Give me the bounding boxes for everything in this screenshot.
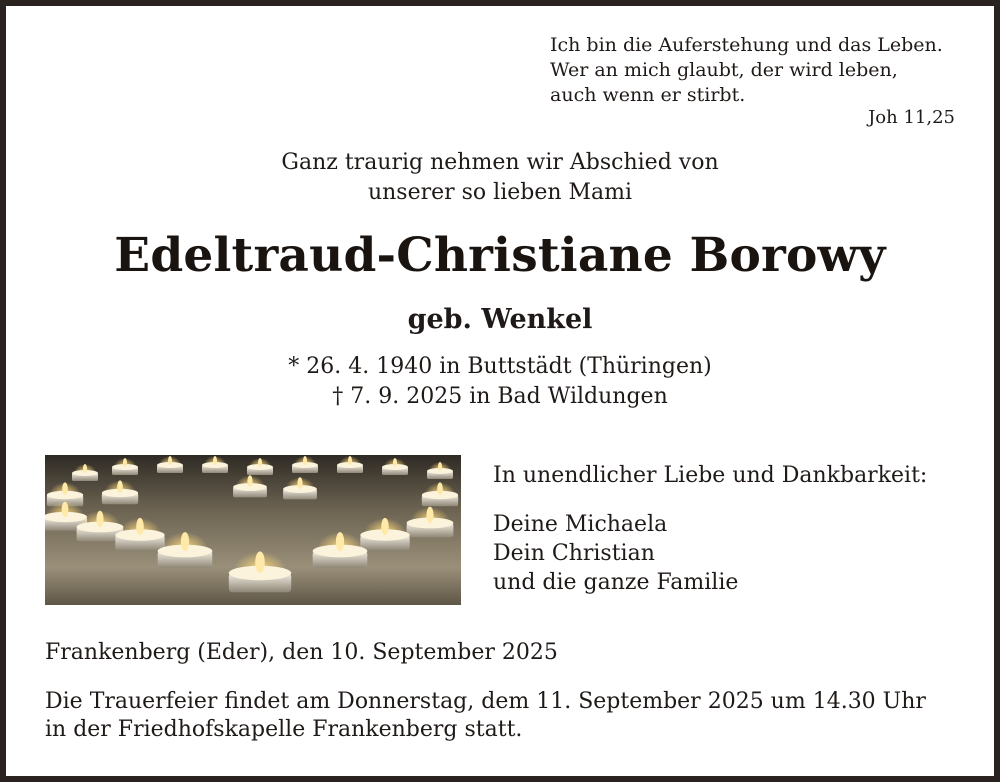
intro-line-1: Ganz traurig nehmen wir Abschied von — [281, 150, 719, 175]
mourners-list — [493, 510, 738, 597]
intro-line-2: unserer so lieben Mami — [367, 180, 633, 205]
verse-line-2: Wer an mich glaubt, der wird leben, — [550, 59, 898, 81]
place-and-date: Frankenberg (Eder), den 10. September 2025 — [45, 640, 558, 665]
verse-line-1: Ich bin die Auferstehung und das Leben. — [550, 34, 943, 56]
funeral-line-1: Die Trauerfeier findet am Donnerstag, dem 11. September 2025 um 14.30 Uhr — [45, 689, 926, 714]
mourners-heading: In unendlicher Liebe und Dankbarkeit: — [493, 463, 928, 488]
candles-photo — [45, 455, 461, 605]
birth-date: * 26. 4. 1940 in Buttstädt (Thüringen) — [288, 354, 712, 379]
funeral-notice — [45, 688, 926, 744]
death-date: † 7. 9. 2025 in Bad Wildungen — [332, 384, 668, 409]
verse-line-3: auch wenn er stirbt. — [550, 84, 746, 106]
mourner-2: Dein Christian — [493, 541, 655, 566]
maiden-name: geb. Wenkel — [407, 304, 593, 335]
funeral-line-2: in der Friedhofskapelle Frankenberg statt. — [45, 717, 523, 742]
mourner-3: und die ganze Familie — [493, 570, 739, 595]
life-dates — [0, 352, 1000, 412]
bible-verse — [550, 33, 970, 108]
intro-text — [0, 148, 1000, 208]
mourner-1: Deine Michaela — [493, 512, 668, 537]
verse-reference: Joh 11,25 — [868, 107, 955, 128]
deceased-name: Edeltraud-Christiane Borowy — [114, 228, 886, 283]
candles-illustration — [45, 455, 461, 605]
